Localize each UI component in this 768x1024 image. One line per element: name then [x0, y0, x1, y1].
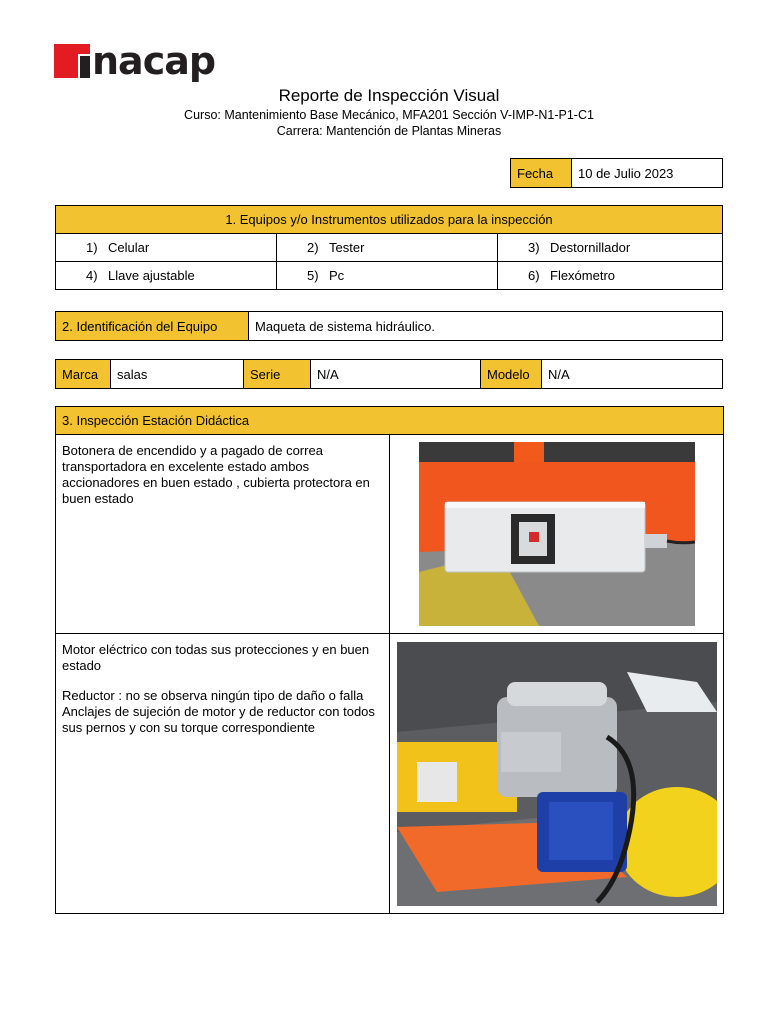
identificacion-value: Maqueta de sistema hidráulico. — [249, 312, 723, 341]
equipos-table — [55, 205, 723, 290]
equipo-item: 3) Destornillador — [498, 234, 723, 262]
photo-button-box — [390, 435, 724, 634]
modelo-value: N/A — [542, 360, 723, 389]
logo-mark — [54, 44, 90, 78]
photo-motor — [390, 634, 724, 914]
inspeccion-text-2: Motor eléctrico con todas sus protecciones y en buen estado Reductor : no se observa ningún tipo de daño o falla Anclajes de sujeción de motor y de reductor con todos sus pernos y con su torque correspondiente — [56, 634, 390, 914]
button-box-photo — [419, 442, 695, 626]
equipos-title: 1. Equipos y/o Instrumentos utilizados para la inspección — [56, 206, 723, 234]
inspeccion-table — [55, 406, 724, 914]
serie-value: N/A — [311, 360, 481, 389]
detalles-table — [55, 359, 723, 389]
motor-photo — [397, 642, 717, 906]
fecha-label: Fecha — [511, 159, 572, 188]
report-title: Reporte de Inspección Visual — [278, 86, 500, 105]
logo-text: nacap — [92, 39, 216, 83]
equipo-item: 1) Celular — [56, 234, 277, 262]
equipo-item: 5) Pc — [277, 262, 498, 290]
equipo-item: 4) Llave ajustable — [56, 262, 277, 290]
fecha-value: 10 de Julio 2023 — [572, 159, 723, 188]
course-line: Curso: Mantenimiento Base Mecánico, MFA201 Sección V-IMP-N1-P1-C1 — [184, 108, 594, 122]
fecha-table — [510, 158, 723, 188]
serie-label: Serie — [244, 360, 311, 389]
equipo-item: 2) Tester — [277, 234, 498, 262]
marca-label: Marca — [56, 360, 111, 389]
career-line: Carrera: Mantención de Plantas Mineras — [276, 124, 502, 138]
modelo-label: Modelo — [481, 360, 542, 389]
inspeccion-title: 3. Inspección Estación Didáctica — [56, 407, 724, 435]
identificacion-label: 2. Identificación del Equipo — [56, 312, 249, 341]
marca-value: salas — [111, 360, 244, 389]
inacap-logo — [54, 34, 216, 83]
inspeccion-text-1: Botonera de encendido y a pagado de correa transportadora en excelente estado ambos accionadores en buen estado , cubierta protectora en buen estado — [56, 435, 390, 634]
identificacion-table — [55, 311, 723, 341]
equipo-item: 6) Flexómetro — [498, 262, 723, 290]
